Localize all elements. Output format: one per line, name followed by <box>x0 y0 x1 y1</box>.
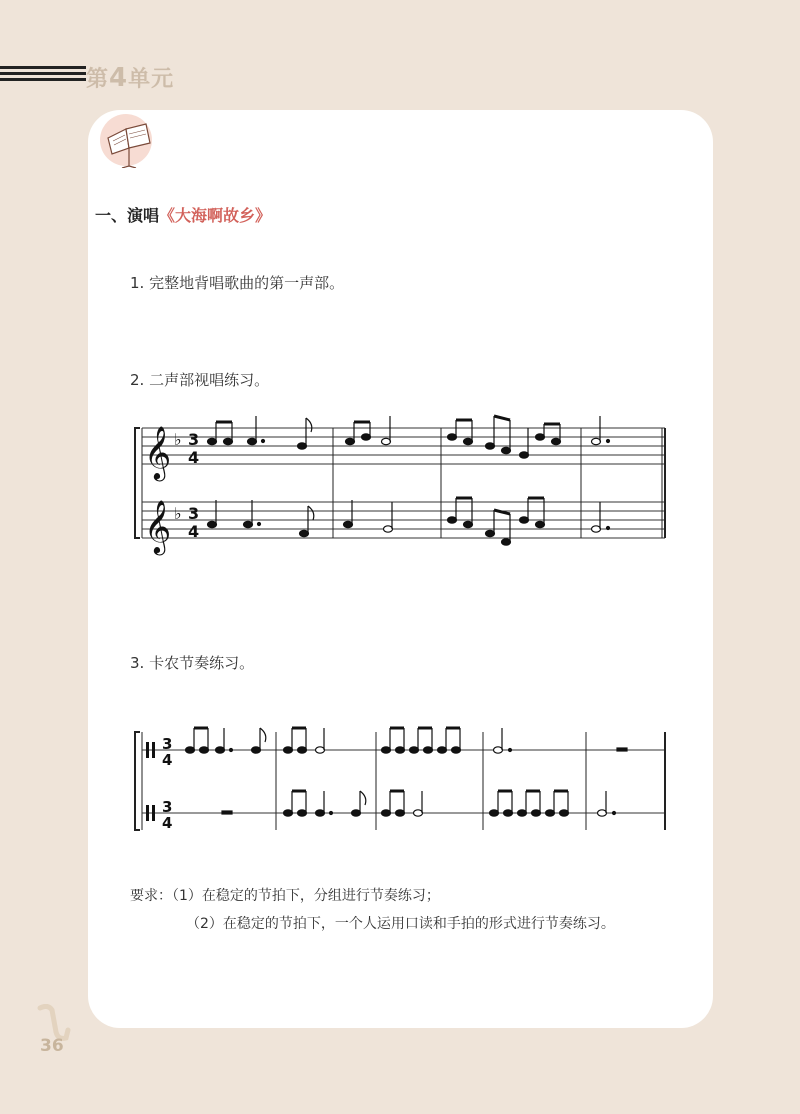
time-sig-bottom: 4 <box>162 814 173 832</box>
staff-upper <box>142 428 665 464</box>
time-sig-bottom: 4 <box>162 751 173 769</box>
music-stand-icon <box>102 114 156 168</box>
percussion-clef-icon <box>146 742 155 821</box>
canon-rhythm-score <box>128 718 673 848</box>
item-1: 1. 完整地背唱歌曲的第一声部。 <box>130 274 345 292</box>
rhythm-upper <box>186 728 628 753</box>
treble-clef-icon: 𝄞 <box>144 425 172 479</box>
rhythm-lower <box>222 791 616 816</box>
requirement-label: 要求： <box>130 888 172 904</box>
barlines <box>276 732 665 830</box>
treble-clef-icon: 𝄞 <box>144 499 172 553</box>
item-3: 3. 卡农节奏练习。 <box>130 654 255 672</box>
time-sig-top: 3 <box>162 735 173 753</box>
sight-singing-score <box>128 410 673 560</box>
time-sig-top: 3 <box>188 504 200 523</box>
requirement-2: （2）在稳定的节拍下，一个人运用口读和手拍的形式进行节奏练习。 <box>186 916 615 932</box>
page-number: 36 <box>40 1036 64 1056</box>
requirement-1: 要求：（1）在稳定的节拍下，分组进行节奏练习； <box>130 888 440 904</box>
section-heading: 一、演唱《大海啊故乡》 <box>95 206 272 225</box>
time-sig-bottom: 4 <box>188 448 200 467</box>
item-2: 2. 二声部视唱练习。 <box>130 371 270 389</box>
time-sig-top: 3 <box>188 430 200 449</box>
song-title: 《大海啊故乡》 <box>159 206 272 225</box>
header-rule <box>0 66 86 84</box>
flat-icon: ♭ <box>174 504 182 523</box>
staff-lower <box>142 502 665 538</box>
time-sig-bottom: 4 <box>188 522 200 541</box>
time-sig-top: 3 <box>162 798 173 816</box>
flat-icon: ♭ <box>174 430 182 449</box>
unit-title: 第4单元 <box>86 63 175 93</box>
barlines <box>333 428 665 538</box>
